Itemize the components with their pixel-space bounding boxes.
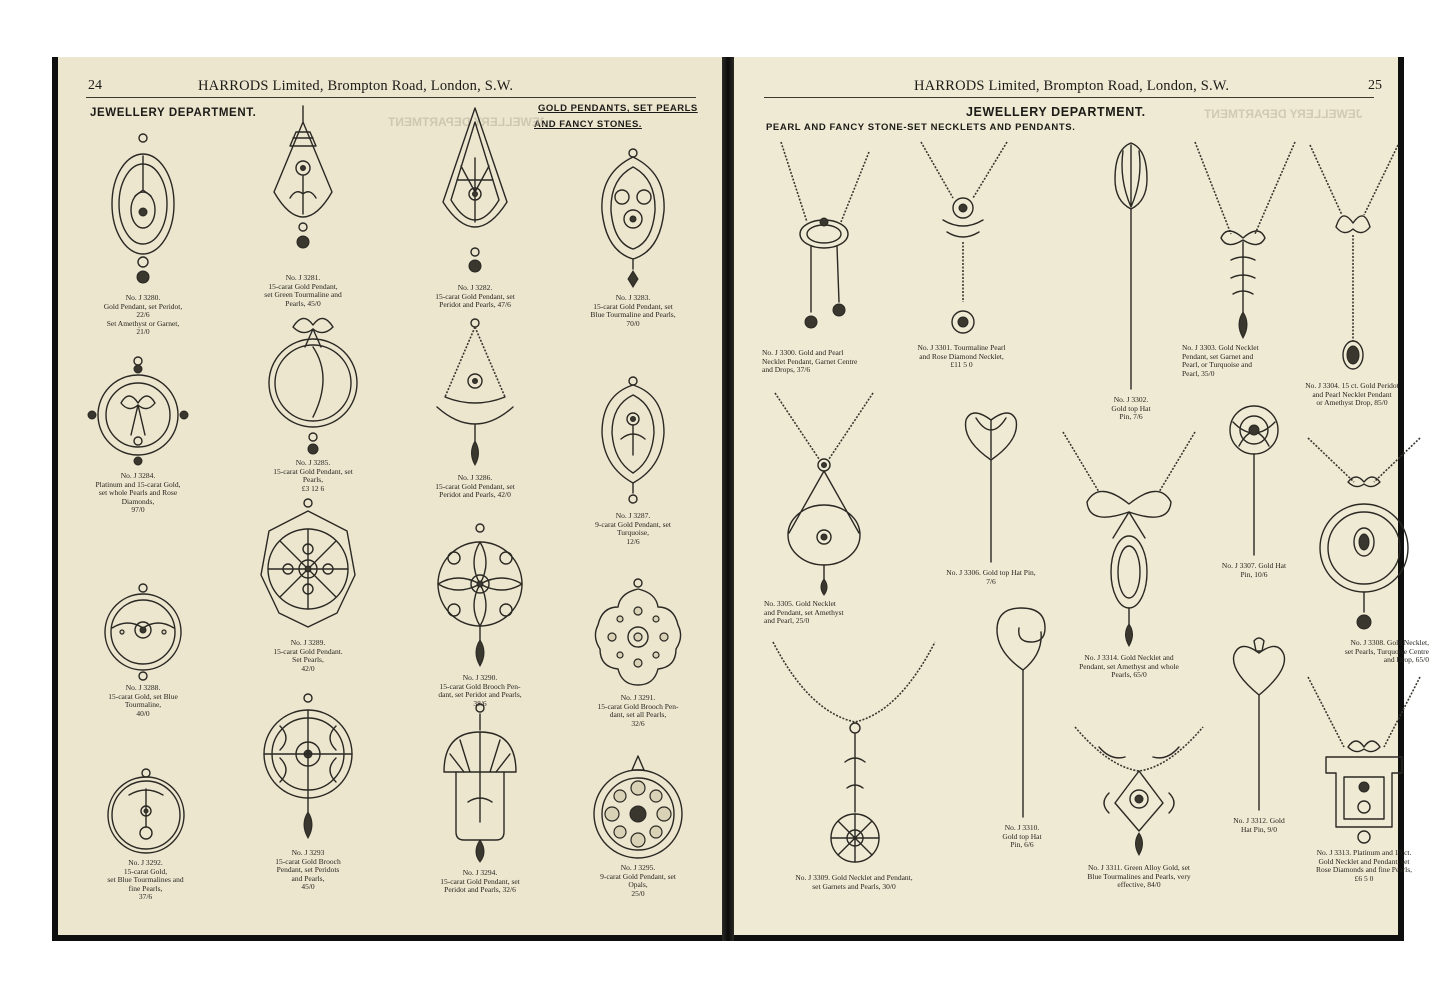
necklet-J3314 <box>1054 432 1204 680</box>
pendant-J3284 <box>73 355 203 515</box>
left-header-rule <box>86 97 696 98</box>
hatpin-illustration <box>1224 635 1294 815</box>
pendant-illustration <box>258 692 358 847</box>
right-department-heading: JEWELLERY DEPARTMENT. <box>966 105 1146 119</box>
pendant-J3285 <box>248 307 378 493</box>
pendant-illustration <box>430 702 530 867</box>
pendant-J3280 <box>88 132 198 337</box>
item-caption: No. J 3287. 9-carat Gold Pendant, set Turquoise, 12/6 <box>595 511 671 546</box>
item-caption: No. J 3301. Tourmaline Pearl and Rose Diamond Necklet, £11 5 0 <box>917 343 1006 370</box>
right-page-number: 25 <box>1368 78 1382 93</box>
pendant-J3295 <box>573 752 703 898</box>
show-through-text: JEWELLERY DEPARTMENT <box>1204 107 1363 121</box>
item-caption: No. J 3288. 15-carat Gold, set Blue Tourmaline, 40/0 <box>108 683 178 718</box>
necklet-illustration <box>767 142 877 347</box>
necklet-illustration <box>769 393 879 598</box>
item-caption: No. 3305. Gold Necklet and Pendant, set Amethyst and Pearl, 25/0 <box>764 599 844 626</box>
left-page-number: 24 <box>88 78 102 93</box>
item-caption: No. J 3302. Gold top Hat Pin, 7/6 <box>1111 395 1151 422</box>
pendant-J3287 <box>573 375 693 546</box>
pendant-illustration <box>596 147 670 292</box>
pendant-J3291 <box>573 577 703 728</box>
show-through-text: JEWELLERY DEPARTMENT <box>388 115 547 129</box>
item-caption: No. J 3306. Gold top Hat Pin, 7/6 <box>946 568 1036 586</box>
necklet-J3313 <box>1299 677 1429 883</box>
pendant-illustration <box>101 767 191 857</box>
hatpin-J3310 <box>972 602 1072 850</box>
necklet-J3308 <box>1299 432 1429 665</box>
hatpin-J3307 <box>1204 400 1304 579</box>
hatpin-J3312 <box>1214 635 1304 834</box>
hatpin-illustration <box>956 402 1026 567</box>
necklet-J3301 <box>899 142 1024 370</box>
item-caption: No. J 3304. 15 ct. Gold Peridot and Pearl Necklet Pendant or Amethyst Drop, 85/0 <box>1305 381 1399 408</box>
item-caption: No. J 3280. Gold Pendant, set Peridot, 22/6 Set Amethyst or Garnet, 21/0 <box>103 293 183 337</box>
hatpin-illustration <box>987 602 1057 822</box>
pendant-J3290 <box>410 522 550 708</box>
pendant-illustration <box>596 375 670 510</box>
item-caption: No. J 3303. Gold Necklet Pendant, set Garnet and Pearl, or Turquoise and Pearl, 35/0 <box>1182 343 1259 378</box>
item-caption: No. J 3295. 9-carat Gold Pendant, set Opals, 25/0 <box>600 863 676 898</box>
item-caption: No. J 3281. 15-carat Gold Pendant, set Green Tourmaline and Pearls, 45/0 <box>264 273 342 308</box>
necklet-J3309 <box>764 642 944 891</box>
necklet-illustration <box>1302 145 1402 380</box>
item-caption: No. J 3283. 15-carat Gold Pendant, set Blue Tourmaline and Pearls, 70/0 <box>590 293 676 328</box>
necklet-J3305 <box>764 393 884 626</box>
item-caption: No. J 3284. Platinum and 15-carat Gold, set whole Pearls and Rose Diamonds, 97/0 <box>95 471 181 515</box>
pendant-illustration <box>425 317 525 472</box>
item-caption: No. J 3289. 15-carat Gold Pendant. Set Pearls, 42/0 <box>273 638 343 673</box>
item-caption: No. J 3308. Gold Necklet, set Pearls, Turquoise Centre and Drop, 65/0 <box>1344 638 1429 665</box>
pendant-illustration <box>98 582 188 682</box>
right-running-header: HARRODS Limited, Brompton Road, London, S.W. <box>914 78 1230 94</box>
item-caption: No. J 3311. Green Alloy Gold, set Blue Tourmalines and Pearls, very effective, 84/0 <box>1087 863 1191 890</box>
necklet-J3304 <box>1292 145 1412 408</box>
pendant-illustration <box>430 522 530 672</box>
necklet-illustration <box>769 642 939 872</box>
necklet-illustration <box>1304 677 1424 847</box>
item-caption: No. J 3314. Gold Necklet and Pendant, set Amethyst and whole Pearls, 65/0 <box>1079 653 1179 680</box>
pendant-J3282 <box>410 102 540 310</box>
pendant-J3289 <box>243 497 373 673</box>
pendant-J3281 <box>243 102 363 308</box>
item-caption: No. J 3291. 15-carat Gold Brooch Pen- dant, set all Pearls, 32/6 <box>597 693 679 728</box>
item-caption: No. J 3286. 15-carat Gold Pendant, set Peridot and Pearls, 42/0 <box>435 473 515 500</box>
pendant-J3283 <box>573 147 693 328</box>
item-caption: No. J 3307. Gold Hat Pin, 10/6 <box>1221 561 1287 579</box>
pendant-illustration <box>253 497 363 637</box>
necklet-illustration <box>1059 432 1199 652</box>
left-section-title-line-2: AND FANCY STONES. <box>534 119 642 130</box>
hatpin-illustration <box>1219 400 1289 560</box>
pendant-J3294 <box>410 702 550 895</box>
item-caption: No. J 3309. Gold Necklet and Pendant, set Garnets and Pearls, 30/0 <box>795 873 913 891</box>
right-subheading: PEARL AND FANCY STONE-SET NECKLETS AND PENDANTS. <box>766 122 1076 133</box>
left-page <box>58 57 722 935</box>
item-caption: No. J 3313. Platinum and 15 ct. Gold Necklet and Pendant, set Rose Diamonds and fine Pearls, £6 5 0 <box>1315 848 1413 883</box>
hatpin-J3302 <box>1086 139 1176 422</box>
necklet-illustration <box>907 142 1017 342</box>
pendant-J3288 <box>83 582 203 718</box>
pendant-J3292 <box>83 767 208 902</box>
necklet-J3303 <box>1182 142 1302 378</box>
item-caption: No. J 3312. Gold Hat Pin, 9/0 <box>1233 816 1285 834</box>
pendant-illustration <box>263 307 363 457</box>
pendant-illustration <box>435 102 515 282</box>
item-caption: No. J 3294. 15-carat Gold Pendant, set Peridot and Pearls, 32/6 <box>440 868 520 895</box>
left-section-title-line-1: GOLD PENDANTS, SET PEARLS <box>538 103 698 114</box>
pendant-J3293 <box>243 692 373 892</box>
pendant-illustration <box>83 355 193 470</box>
left-running-header: HARRODS Limited, Brompton Road, London, S.W. <box>198 78 514 94</box>
pendant-illustration <box>588 752 688 862</box>
necklet-J3311 <box>1064 727 1214 890</box>
item-caption: No. J 3310. Gold top Hat Pin, 6/6 <box>1002 823 1042 850</box>
book-gutter <box>722 57 734 941</box>
necklet-illustration <box>1069 727 1209 862</box>
pendant-illustration <box>108 132 178 292</box>
item-caption: No. J 3292. 15-carat Gold, set Blue Tourmalines and fine Pearls, 37/6 <box>107 858 184 902</box>
scanned-catalogue-spread <box>52 57 1429 941</box>
item-caption: No. J 3285. 15-carat Gold Pendant, set Pearls, £3 12 6 <box>273 458 353 493</box>
necklet-J3300 <box>762 142 882 375</box>
hatpin-illustration <box>1101 139 1161 394</box>
pendant-illustration <box>268 102 338 272</box>
item-caption: No. J 3293 15-carat Gold Brooch Pendant, set Peridots and Pearls, 45/0 <box>275 848 341 892</box>
necklet-illustration <box>1187 142 1297 342</box>
item-caption: No. J 3290. 15-carat Gold Brooch Pen- dant, set Peridot and Pearls, 38/6 <box>438 673 522 708</box>
right-page <box>734 57 1429 935</box>
left-department-heading: JEWELLERY DEPARTMENT. <box>90 107 257 119</box>
item-caption: No. J 3282. 15-carat Gold Pendant, set Peridot and Pearls, 47/6 <box>435 283 515 310</box>
pendant-illustration <box>588 577 688 692</box>
right-header-rule <box>764 97 1374 98</box>
pendant-J3286 <box>410 317 540 500</box>
item-caption: No. J 3300. Gold and Pearl Necklet Pendant, Garnet Centre and Drops, 37/6 <box>762 348 858 375</box>
hatpin-J3306 <box>936 402 1046 586</box>
necklet-illustration <box>1304 432 1424 637</box>
